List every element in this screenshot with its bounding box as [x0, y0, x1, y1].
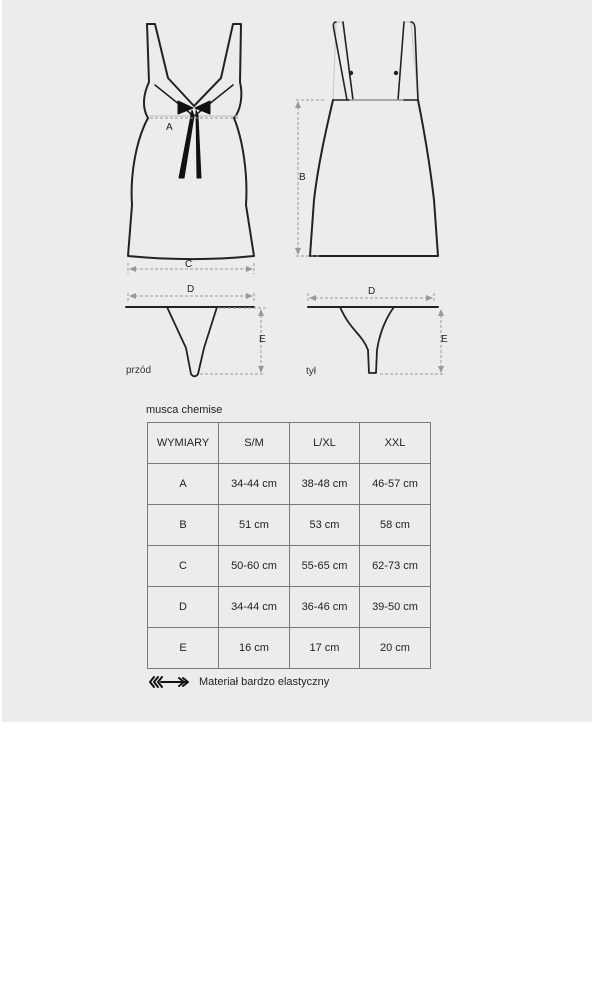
table-row [148, 587, 431, 628]
back-view-label: tył [306, 366, 316, 377]
table-row [148, 628, 431, 669]
measure-e-back-label: E [441, 334, 448, 345]
table-cell: 55-65 cm [290, 546, 360, 587]
material-note-text: Materiał bardzo elastyczny [199, 676, 330, 688]
table-cell: D [148, 587, 219, 628]
table-cell: 50-60 cm [219, 546, 290, 587]
size-table [147, 422, 431, 669]
header-cell: L/XL [290, 423, 360, 464]
table-row [148, 546, 431, 587]
table-cell: 58 cm [360, 505, 431, 546]
back-chemise-drawing [310, 22, 438, 256]
back-thong-drawing [308, 307, 438, 373]
measure-a-label: A [166, 122, 173, 133]
table-cell: 20 cm [360, 628, 431, 669]
measure-e-front-label: E [259, 334, 266, 345]
table-cell: 51 cm [219, 505, 290, 546]
table-cell: 46-57 cm [360, 464, 431, 505]
table-cell: 36-46 cm [290, 587, 360, 628]
garment-diagram [0, 0, 594, 400]
table-cell: 62-73 cm [360, 546, 431, 587]
measure-e-front-extension [200, 308, 266, 374]
measure-d-front-label: D [187, 284, 195, 295]
bow-icon [178, 101, 210, 178]
table-cell: C [148, 546, 219, 587]
table-cell: E [148, 628, 219, 669]
header-cell: S/M [219, 423, 290, 464]
front-chemise-drawing [128, 24, 254, 259]
measure-d-back-label: D [368, 286, 376, 297]
table-cell: 17 cm [290, 628, 360, 669]
measure-b-label: B [299, 172, 306, 183]
front-view-label: przód [126, 365, 152, 376]
table-cell: A [148, 464, 219, 505]
table-cell: 39-50 cm [360, 587, 431, 628]
table-cell: 38-48 cm [290, 464, 360, 505]
table-cell: 34-44 cm [219, 464, 290, 505]
header-cell: WYMIARY [148, 423, 219, 464]
table-row [148, 505, 431, 546]
table-cell: 16 cm [219, 628, 290, 669]
elastic-material-icon [148, 675, 192, 689]
measure-c-label: C [185, 259, 193, 270]
table-cell: 53 cm [290, 505, 360, 546]
table-cell: 34-44 cm [219, 587, 290, 628]
table-header-row [148, 423, 431, 464]
table-row [148, 464, 431, 505]
table-title: musca chemise [146, 404, 223, 416]
header-cell: XXL [360, 423, 431, 464]
table-cell: B [148, 505, 219, 546]
